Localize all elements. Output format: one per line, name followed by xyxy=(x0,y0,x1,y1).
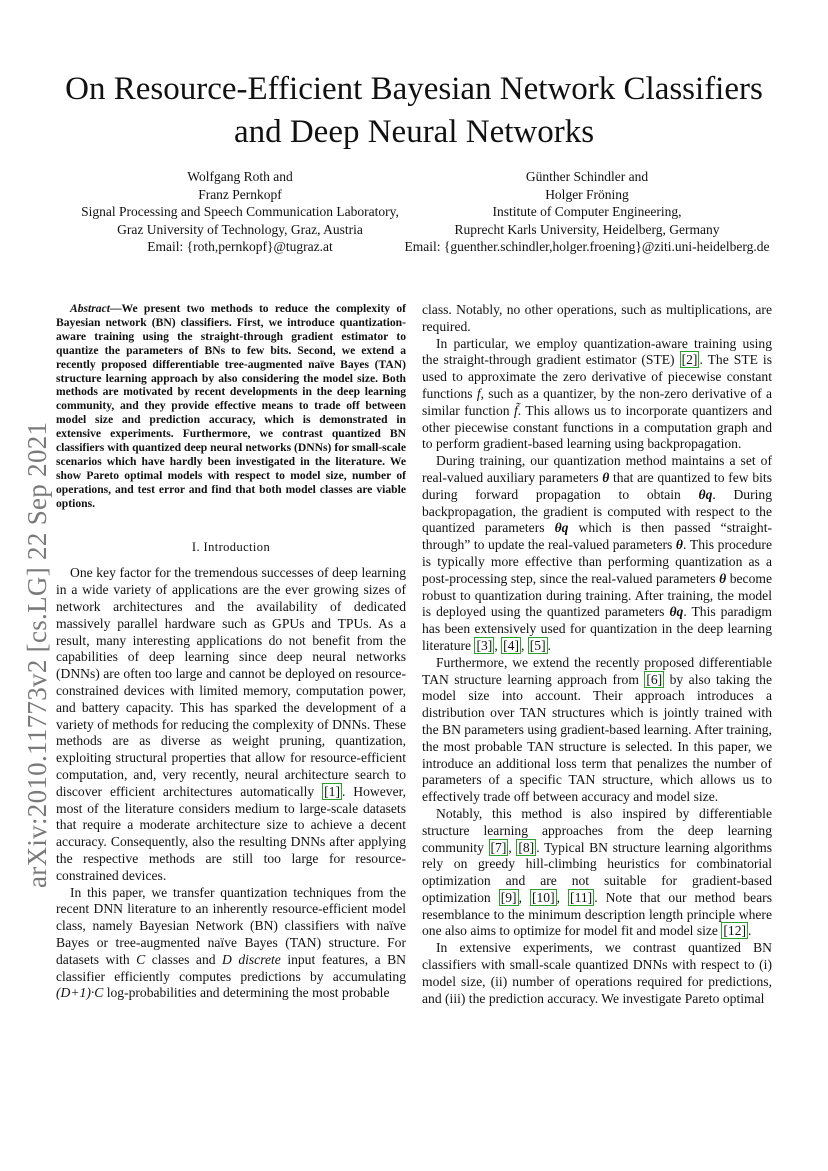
text-run: . However, most of the literature considers medium to large-scale datasets that require a moderate architecture size to achieve a decent accuracy. Consequently, also the resulting DNNs after applying the respective methods are still too large for resource-constrained devices. xyxy=(56,783,406,883)
author-name: Franz Pernkopf xyxy=(198,186,282,202)
math-symbol: θ xyxy=(602,469,610,485)
citation-link[interactable]: [11] xyxy=(570,889,593,905)
citation-link[interactable]: [12] xyxy=(723,923,747,939)
author-name: Günther Schindler and xyxy=(525,169,649,184)
text-run: . Note that our method bears resemblance to the minimum description length principle where one also aims to optimize for model fit and model size xyxy=(422,889,772,939)
math-symbol: θq xyxy=(669,604,684,620)
paragraph xyxy=(56,885,406,1003)
text-run: In particular, we employ quantization-aware training using the straight-through gradient estimator (STE) xyxy=(422,335,772,368)
text-run: . This allows us to incorporate quantizers and other piecewise constant functions in a computation graph and to perform gradient-based learning using backpropagation. xyxy=(422,402,772,452)
text-run: . Typical BN structure learning algorithms rely on greedy hill-climbing heuristics for combinatorial optimization and are not suitable for gradient-based optimization xyxy=(422,839,772,905)
paragraph: In extensive experiments, we contrast quantized BN classifiers with small-scale quantized DNNs with respect to (i) model size, (ii) number of operations required for predictions, and (iii) the prediction accuracy. We investigate Pareto optimal xyxy=(422,940,772,1006)
math-symbol: θ xyxy=(719,570,727,586)
title-line-2: and Deep Neural Networks xyxy=(233,114,595,150)
paragraph: During training, our quantization method maintains a set of real-valued auxiliary parameters θ that are quantized to few bits during forward propagation to obtain θq. During backpropagation, the gradient is computed with respect to the quantized parameters θq which is then passed “straight-through” to update the real-valued parameters θ. This procedure is typically more effective than performing quantization as a post-processing step, since the real-valued parameters θ become robust to quantization during training. After training, the model is deployed using the quantized parameters θq. This paradigm has been extensively used for quantization in the deep learning literature [3] , [4] , [5] . xyxy=(422,453,773,653)
paragraph xyxy=(422,655,772,806)
section-heading-introduction: I. Introduction xyxy=(191,539,271,554)
abstract-label: Abstract xyxy=(70,302,110,315)
citation-link[interactable]: [6] xyxy=(646,671,663,687)
text-run: . During backpropagation, the gradient is computed with respect to the quantized parameters xyxy=(422,486,772,536)
author-block-right xyxy=(392,168,782,256)
paragraph: Notably, this method is also inspired by differentiable structure learning approaches from the deep learning community [7] , [8] . Typical BN structure learning algorithms rely on greedy hill-climbing heuristics for combinatorial optimization and are not suitable for gradient-based optimization [9] , [10] , [11] . Note that our method bears resemblance to the minimum description length principle where one also aims to optimize for model fit and model size [12] . xyxy=(422,805,772,939)
abstract-text: —We present two methods to reduce the complexity of Bayesian network (BN) classifiers. First, we introduce quantization-aware training using the straight-through gradient estimator to quantize the parameters of BNs to few bits. Second, we extend a recently proposed differentiable tree-augmented naïve Bayes (TAN) structure learning approach by also considering the model size. Both methods are motivated by recent developments in the deep learning community, and they provide effective means to trade off between model size and prediction accuracy, which is demonstrated in extensive experiments. Furthermore, we contrast quantized BN classifiers with quantized deep neural networks (DNNs) for small-scale scenarios which have hardly been investigated in the literature. We show Pareto optimal models with respect to model size, number of operations, and test error and find that both model classes are viable options. xyxy=(56,302,406,510)
text-run: log-probabilities and determining the most probable xyxy=(103,985,390,1001)
citation-link[interactable]: [2] xyxy=(681,352,698,368)
text-run: In this paper, we transfer quantization techniques from the recent DNN literature to an inherently resource-efficient model class, namely Bayesian Network (BN) classifiers with naïve Bayes or tree-augmented naïve Bayes (TAN) structure. For datasets with xyxy=(56,884,406,967)
math-expression: (D+1)·C xyxy=(56,985,104,1001)
abstract xyxy=(56,302,406,511)
citation-link[interactable]: [10] xyxy=(531,889,555,905)
arxiv-identifier-stamp: arXiv:2010.11773v2 [cs.LG] 22 Sep 2021 xyxy=(22,421,52,888)
citation-link[interactable]: [4] xyxy=(503,637,519,653)
paragraph xyxy=(422,336,772,454)
text-run: One key factor for the tremendous successes of deep learning in a wide variety of applications are the ever growing sizes of network architectures and the availability of dedicated massively parallel hardware such as GPUs and TPUs. As a result, many interesting applications do not benefit from the capabilities of deep learning since deep neural networks (DNNs) are often too large and cannot be deployed on resource-constrained devices with limited memory, computation power, and battery capacity. This has sparked the development of a variety of methods for reducing the complexity of DNNs. These methods are as diverse as weight pruning, quantization, exploiting structural properties that allow for resource-efficient computation, and, very recently, neural architecture search to discover efficient architectures automatically xyxy=(56,565,406,799)
text-run: . This procedure is typically more effective than performing quantization as a post-processing step, since the real-valued parameters xyxy=(422,537,772,586)
text-run: by also taking the model size into account. Their approach introduces a distribution over TAN structures which is jointly trained with the BN parameters using gradient-based learning. After training, the most probable TAN structure is selected. In this paper, we introduce an additional loss term that penalizes the number of parameters of a specific TAN structure, which allows us to effectively trade off between accuracy and model size. xyxy=(422,671,772,805)
text-run: become robust to quantization during training. After training, the model is deployed using the quantized parameters xyxy=(422,570,772,620)
author-affiliation: Signal Processing and Speech Communication Laboratory, xyxy=(81,204,399,219)
author-name: Wolfgang Roth and xyxy=(187,169,293,184)
math-symbol: θ xyxy=(675,537,683,553)
citation-link[interactable]: [1] xyxy=(324,783,340,799)
text-run: . This paradigm has been extensively used for quantization in the deep learning literature xyxy=(422,604,772,653)
math-symbol: θq xyxy=(698,486,713,502)
text-run: Furthermore, we extend the recently proposed differentiable TAN structure learning approach from xyxy=(422,654,772,687)
paper-title xyxy=(40,68,788,154)
author-name: Holger Fröning xyxy=(545,186,629,202)
math-symbol: θq xyxy=(554,520,569,536)
text-run: classes and xyxy=(145,951,223,967)
left-column xyxy=(56,302,406,1002)
author-affiliation: Institute of Computer Engineering, xyxy=(492,204,682,219)
text-run: . The STE is used to approximate the zero derivative of piecewise constant functions xyxy=(422,352,772,401)
citation-link[interactable]: [7] xyxy=(490,839,507,855)
math-symbol: C xyxy=(136,951,146,967)
author-affiliation: Ruprecht Karls University, Heidelberg, Germany xyxy=(454,221,720,237)
text-run: , such as a quantizer, by the non-zero derivative of a similar function xyxy=(422,385,772,418)
title-line-1: On Resource-Efficient Bayesian Network Classifiers xyxy=(65,71,763,107)
right-column xyxy=(422,302,772,1007)
author-block-left xyxy=(40,168,440,256)
math-symbol: f xyxy=(476,385,481,401)
text-run: During training, our quantization method maintains a set of real-valued auxiliary parameters xyxy=(422,453,772,485)
text-run: which is then passed “straight-through” to update the real-valued parameters xyxy=(422,520,773,553)
author-affiliation: Graz University of Technology, Graz, Austria xyxy=(117,221,363,237)
citation-link[interactable]: [9] xyxy=(500,889,517,905)
citation-link[interactable]: [8] xyxy=(518,839,535,855)
math-symbol: f̃ xyxy=(514,402,518,418)
text-run: Notably, this method is also inspired by differentiable structure learning approaches from the deep learning community xyxy=(422,805,772,855)
author-email: Email: {guenther.schindler,holger.froening}@ziti.uni-heidelberg.de xyxy=(404,239,770,254)
citation-link[interactable]: [5] xyxy=(529,637,546,653)
paragraph: class. Notably, no other operations, such as multiplications, are required. xyxy=(422,302,772,334)
emphasis: discrete xyxy=(238,951,281,967)
text-run: input features, a BN classifier efficiently computes predictions by accumulating xyxy=(56,951,406,984)
paragraph xyxy=(56,565,406,884)
text-run: that are quantized to few bits during forward propagation to obtain xyxy=(422,469,772,502)
citation-link[interactable]: [3] xyxy=(476,637,493,653)
author-email: Email: {roth,pernkopf}@tugraz.at xyxy=(147,239,333,254)
math-symbol: D xyxy=(222,951,232,967)
